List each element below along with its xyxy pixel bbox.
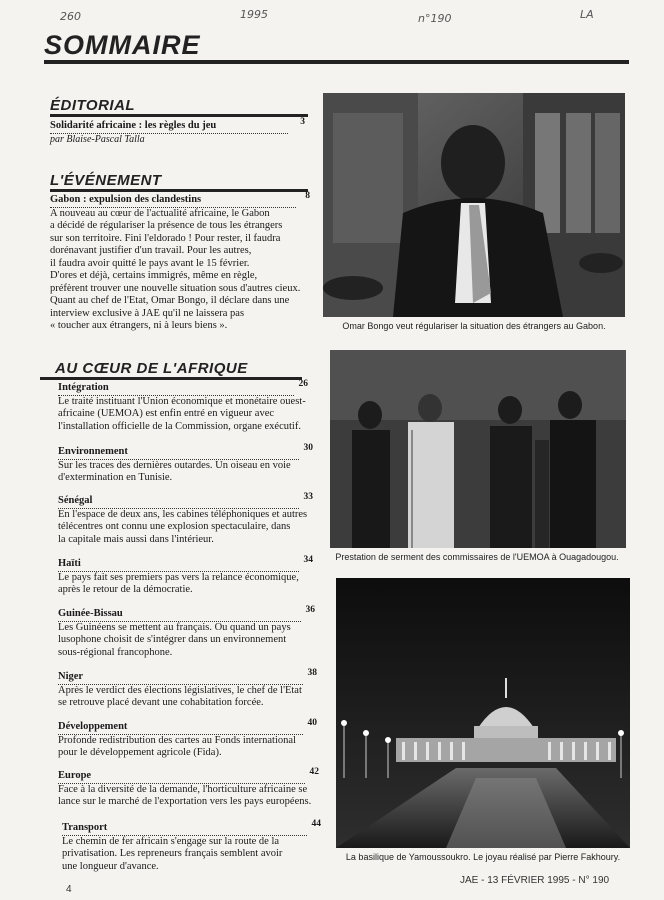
toc-entry-page: 30 (303, 443, 313, 453)
toc-entry-transport[interactable] (62, 819, 321, 873)
toc-entry-title: Solidarité africaine : les règles du jeu (50, 120, 217, 131)
toc-entry-environnement[interactable] (58, 443, 313, 485)
toc-entry-summary: Profonde redistribution des cartes au Fonds international pour le développement agricole (Fida). (58, 734, 296, 758)
toc-entry-europe[interactable] (58, 767, 319, 809)
section-title-evenement: L'ÉVÉNEMENT (50, 172, 162, 189)
photo-uemoa-ceremony (330, 350, 626, 548)
toc-entry-page: 36 (305, 605, 315, 615)
toc-entry-title: Transport (62, 822, 108, 833)
toc-entry-page: 38 (307, 668, 317, 678)
toc-entry-page: 26 (298, 379, 308, 389)
toc-entry-title: Intégration (58, 382, 109, 393)
toc-entry-page: 42 (309, 767, 319, 777)
toc-entry-title: Europe (58, 770, 92, 781)
section-rule-afrique (40, 377, 302, 380)
toc-entry-summary: Le pays fait ses premiers pas vers la relance économique, après le retour de la démocratie. (58, 571, 299, 595)
toc-entry-page: 3 (300, 117, 305, 127)
handwritten-note-1: 260 (60, 10, 81, 23)
page-number: 4 (66, 884, 72, 895)
handwritten-note-3: n°190 (418, 12, 452, 25)
masthead-rule (44, 60, 629, 64)
toc-entry-title: Sénégal (58, 495, 93, 506)
toc-entry-gabon[interactable] (50, 191, 310, 333)
photo-caption-3: La basilique de Yamoussoukro. Le joyau réalisé par Pierre Fakhoury. (345, 852, 621, 862)
toc-entry-summary: Le chemin de fer africain s'engage sur la route de la privatisation. Les repreneurs français semblent avoir une longueur d'avance. (62, 835, 283, 872)
toc-entry-guinee-bissau[interactable] (58, 605, 315, 659)
toc-entry-summary: Face à la diversité de la demande, l'horticulture africaine se lance sur le marché de l'exportation vers les pays européens. (58, 783, 312, 807)
toc-entry-summary: Sur les traces des dernières outardes. Un oiseau en voie d'extermination en Tunisie. (58, 459, 291, 483)
handwritten-note-4: LA (580, 8, 594, 21)
section-rule-evenement (50, 189, 308, 192)
toc-entry-page: 33 (303, 492, 313, 502)
toc-entry-summary: Les Guinéens se mettent au français. Ou quand un pays lusophone choisit de s'intégrer dans un environnement sous-régional francophone. (58, 621, 291, 658)
toc-entry-page: 8 (305, 191, 310, 201)
toc-entry-title: Niger (58, 671, 84, 682)
toc-entry-title: Développement (58, 721, 128, 732)
photo-caption-1: Omar Bongo veut régulariser la situation des étrangers au Gabon. (342, 321, 606, 331)
section-title-editorial: ÉDITORIAL (50, 97, 136, 114)
toc-entry-niger[interactable] (58, 668, 317, 710)
toc-entry-developpement[interactable] (58, 718, 317, 760)
toc-entry-title: Environnement (58, 446, 128, 457)
toc-entry-editorial[interactable] (50, 117, 305, 146)
photo-caption-2: Prestation de serment des commissaires de l'UEMOA à Ouagadougou. (335, 552, 619, 562)
toc-entry-title: Gabon : expulsion des clandestins (50, 194, 202, 205)
toc-entry-integration[interactable] (58, 379, 308, 433)
toc-entry-page: 44 (311, 819, 321, 829)
toc-entry-page: 40 (307, 718, 317, 728)
toc-entry-senegal[interactable] (58, 492, 313, 546)
photo-omar-bongo (323, 93, 625, 317)
toc-entry-page: 34 (303, 555, 313, 565)
handwritten-note-2: 1995 (240, 8, 268, 21)
issue-info: JAE - 13 FÉVRIER 1995 - N° 190 (460, 875, 610, 886)
toc-entry-summary: A nouveau au cœur de l'actualité africaine, le Gabon a décidé de régulariser la présence de tous les étrangers sur son territoire. Fini l'eldorado ! Pour rester, il faudra dorénavant justifier d'un travail. Pour les autres, il faudra avoir quitté le pays avant le 15 février. D'ores et déjà, certains immigrés, même en règle, préfèrent trouver une nouvelle situation sous d'autres cieux. Quant au chef de l'Etat, Omar Bongo, il déclare dans une interview exclusive à JAE qu'il ne laissera pas « toucher aux étrangers, ni à leurs biens ». (50, 207, 301, 331)
toc-entry-title: Guinée-Bissau (58, 608, 123, 619)
section-rule-editorial (50, 114, 308, 117)
toc-entry-title: Haïti (58, 558, 81, 569)
toc-entry-haiti[interactable] (58, 555, 313, 597)
photo-basilica-yamoussoukro (336, 578, 630, 848)
editorial-byline: par Blaise-Pascal Talla (50, 133, 145, 145)
section-title-afrique: AU CŒUR DE L'AFRIQUE (55, 360, 248, 377)
toc-entry-summary: En l'espace de deux ans, les cabines téléphoniques et autres télécentres ont connu une explosion spectaculaire, dans la capitale mais aussi dans l'intérieur. (58, 508, 308, 545)
toc-entry-summary: Le traité instituant l'Union économique et monétaire ouest- africaine (UEMOA) est enfin entré en vigueur avec l'installation officielle de la Commission, organe exécutif. (58, 395, 306, 432)
page-title: SOMMAIRE (44, 30, 201, 60)
toc-entry-summary: Après le verdict des élections législatives, le chef de l'Etat se retrouve placé devant une cohabitation forcée. (58, 684, 302, 708)
